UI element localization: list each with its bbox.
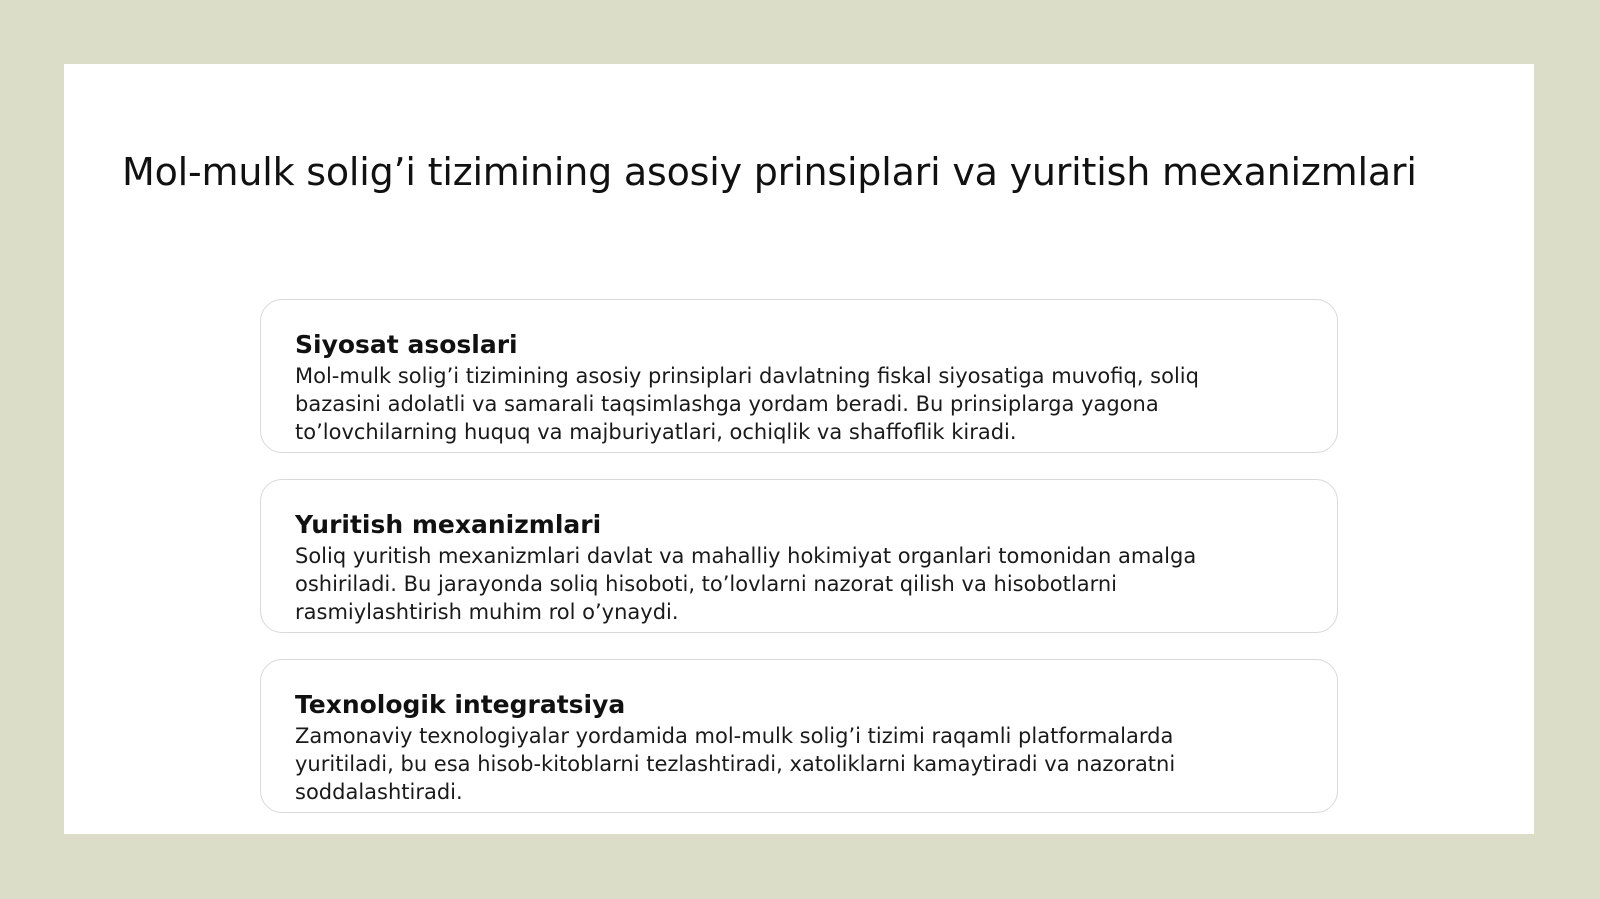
card-texnologik-integratsiya: [260, 659, 1338, 813]
card-heading: Yuritish mexanizmlari: [295, 510, 602, 539]
slide-title: Mol-mulk solig’i tizimining asosiy prinsiplari va yuritish mexanizmlari: [122, 150, 1417, 194]
card-siyosat-asoslari: [260, 299, 1338, 453]
card-yuritish-mexanizmlari: [260, 479, 1338, 633]
card-heading: Texnologik integratsiya: [295, 690, 626, 719]
card-heading: Siyosat asoslari: [295, 330, 518, 359]
slide: [64, 64, 1534, 834]
card-text: Mol-mulk solig’i tizimining asosiy prinsiplari davlatning fiskal siyosatiga muvofiq, soliq bazasini adolatli va samarali taqsimlashga yordam beradi. Bu prinsiplarga yagona to’lovchilarning huquq va majburiyatlari, ochiqlik va shaffoflik kiradi.: [295, 364, 1199, 444]
card-text: Soliq yuritish mexanizmlari davlat va mahalliy hokimiyat organlari tomonidan amalga oshiriladi. Bu jarayonda soliq hisoboti, to’lovlarni nazorat qilish va hisobotlarni rasmiylashtirish muhim rol o’ynaydi.: [295, 544, 1197, 624]
card-text: Zamonaviy texnologiyalar yordamida mol-mulk solig’i tizimi raqamli platformalarda yuritiladi, bu esa hisob-kitoblarni tezlashtiradi, xatoliklarni kamaytiradi va nazoratni soddalashtiradi.: [295, 724, 1176, 804]
